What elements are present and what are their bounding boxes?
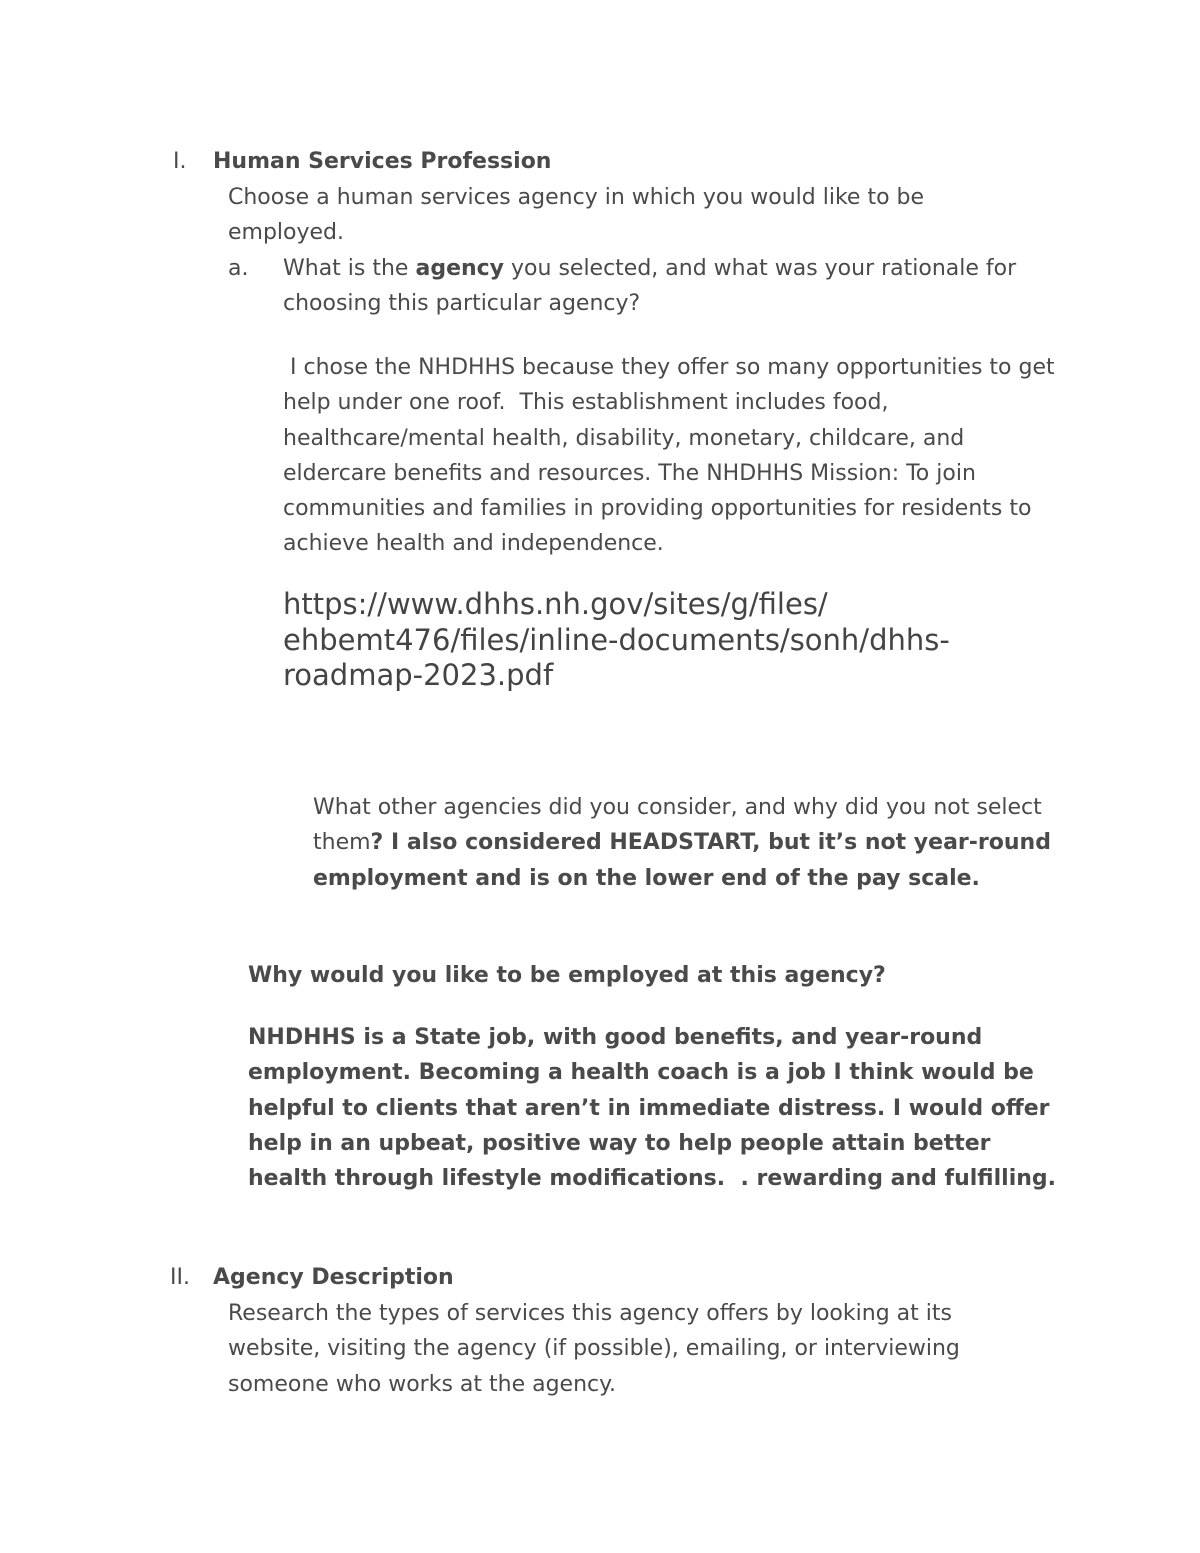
roadmap-url[interactable] [283,587,1083,694]
other-agencies-question: What other agencies did you consider, and why did you not select them [313,795,1042,856]
section-1-intro: Choose a human services agency in which you would like to be employed. [228,185,925,246]
item-a-question-bold: agency [415,256,505,281]
section-2-title: Agency Description [213,1265,454,1290]
why-employed-question: Why would you like to be employed at this agency? [248,963,886,988]
roadmap-url-line-1: https://www.dhhs.nh.gov/sites/g/files/ [283,587,828,621]
item-a-marker: a. [228,256,249,281]
agency-rationale-answer: I chose the NHDHHS because they offer so many opportunities to get help under one roof. This establishment includes food, healthcare/mental health, disability, monetary, childcare, and eldercare benefits and resources. The NHDHHS Mission: To join communities and families in providing opportunities for residents to achieve health and independence. [283,355,1062,557]
why-employed-answer: NHDHHS is a State job, with good benefits, and year-round employment. Becoming a health coach is a job I think would be helpful to clients that aren’t in immediate distress. I would offer help in an upbeat, positive way to help people attain better health through lifestyle modifications. . rewarding and fulfilling. [248,1025,1058,1192]
roadmap-url-line-3: roadmap-2023.pdf [283,658,554,692]
section-1-title: Human Services Profession [213,149,552,174]
item-a-question-end: you selected, and what was your rationale for choosing this particular agency? [283,256,1017,317]
other-agencies-paragraph [313,790,1053,896]
section-2-intro: Research the types of services this agency offers by looking at its website, visiting the agency (if possible), emailing, or interviewing someone who works at the agency. [228,1301,960,1397]
other-agencies-answer: ? I also considered HEADSTART, but it’s not year-round employment and is on the lower end of the pay scale. [313,830,1051,891]
section-2-numeral: II. [170,1265,190,1290]
section-1-numeral: I. [173,149,187,174]
item-a-question [283,251,1053,322]
roadmap-url-line-2: ehbemt476/files/inline-documents/sonh/dhhs- [283,622,950,657]
item-a-question-start: What is the [283,256,416,281]
